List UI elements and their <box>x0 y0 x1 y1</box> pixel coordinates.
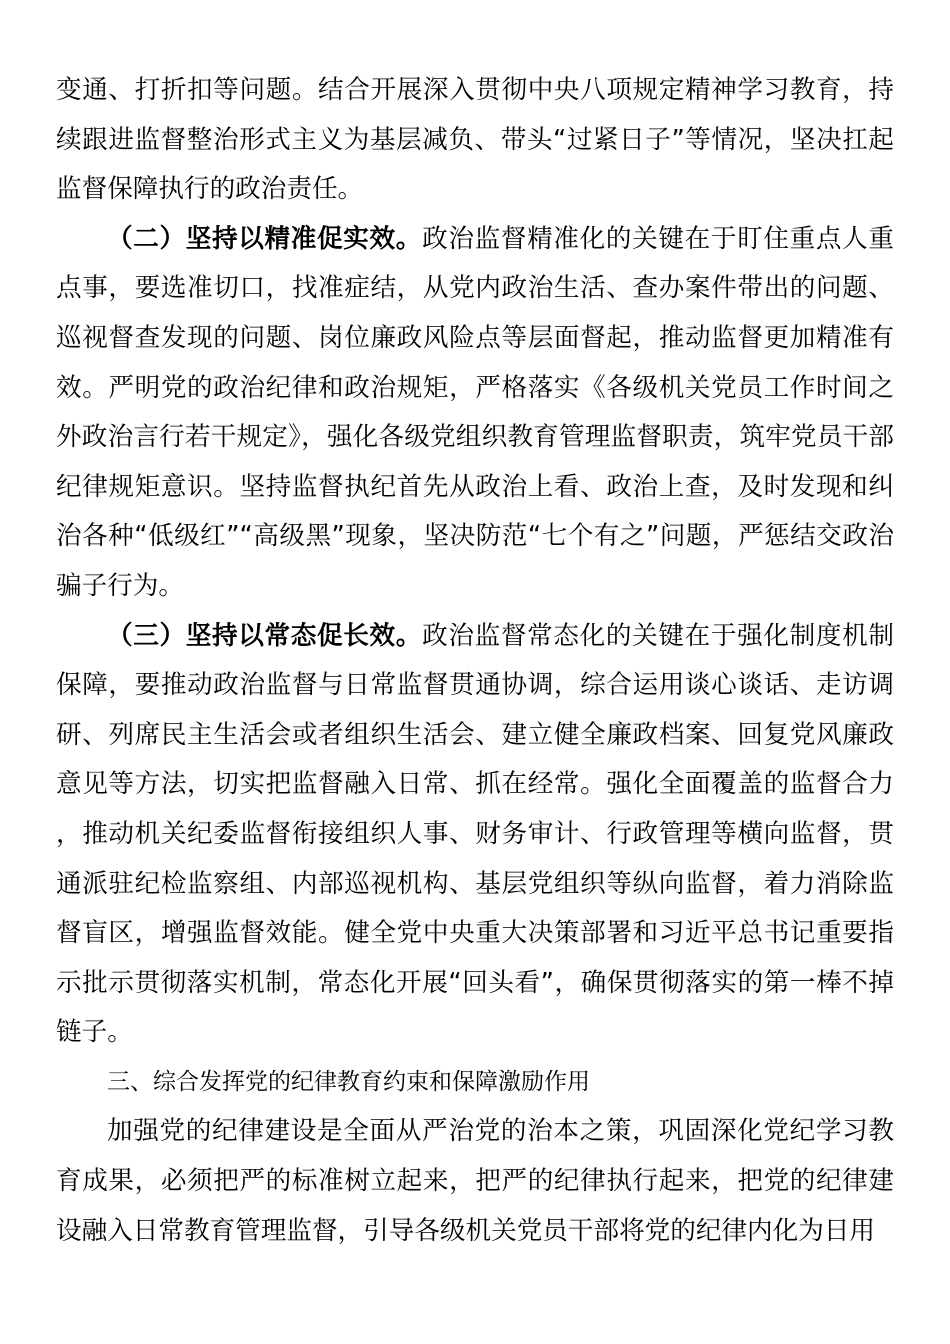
section-heading: 三、综合发挥党的纪律教育约束和保障激励作用 <box>107 1068 590 1095</box>
subheading-precision: （二）坚持以精准促实效。 <box>107 223 423 254</box>
paragraph-continuation: 变通、打折扣等问题。结合开展深入贯彻中央八项规定精神学习教育，持续跟进监督整治形式主义为基层减负、带头“过紧日子”等情况，坚决扛起监督保障执行的政治责任。 <box>56 75 894 205</box>
paragraph-discipline: 加强党的纪律建设是全面从严治党的治本之策，巩固深化党纪学习教育成果，必须把严的标准树立起来，把严的纪律执行起来，把党的纪律建设融入日常教育管理监督，引导各级机关党员干部将党的纪律内化为日用 <box>56 1116 894 1246</box>
paragraph-precision-text: 政治监督精准化的关键在于盯住重点人重点事，要选准切口，找准症结，从党内政治生活、查办案件带出的问题、巡视督查发现的问题、岗位廉政风险点等层面督起，推动监督更加精准有效。严明党的政治纪律和政治规矩，严格落实《各级机关党员工作时间之外政治言行若干规定》，强化各级党组织教育管理监督职责，筑牢党员干部纪律规矩意识。坚持监督执纪首先从政治上看、政治上查，及时发现和纠治各种“低级红”“高级黑”现象，坚决防范“七个有之”问题，严惩结交政治骗子行为。 <box>56 223 894 601</box>
document-page <box>56 66 894 1256</box>
subheading-normalization: （三）坚持以常态促长效。 <box>107 620 423 651</box>
paragraph-normalization <box>56 612 894 1058</box>
paragraph-precision <box>56 215 894 612</box>
paragraph-normalization-text: 政治监督常态化的关键在于强化制度机制保障，要推动政治监督与日常监督贯通协调，综合运用谈心谈话、走访调研、列席民主生活会或者组织生活会、建立健全廉政档案、回复党风廉政意见等方法，切实把监督融入日常、抓在经常。强化全面覆盖的监督合力，推动机关纪委监督衔接组织人事、财务审计、行政管理等横向监督，贯通派驻纪检监察组、内部巡视机构、基层党组织等纵向监督，着力消除监督盲区，增强监督效能。健全党中央重大决策部署和习近平总书记重要指示批示贯彻落实机制，常态化开展“回头看”，确保贯彻落实的第一棒不掉链子。 <box>56 620 894 1048</box>
